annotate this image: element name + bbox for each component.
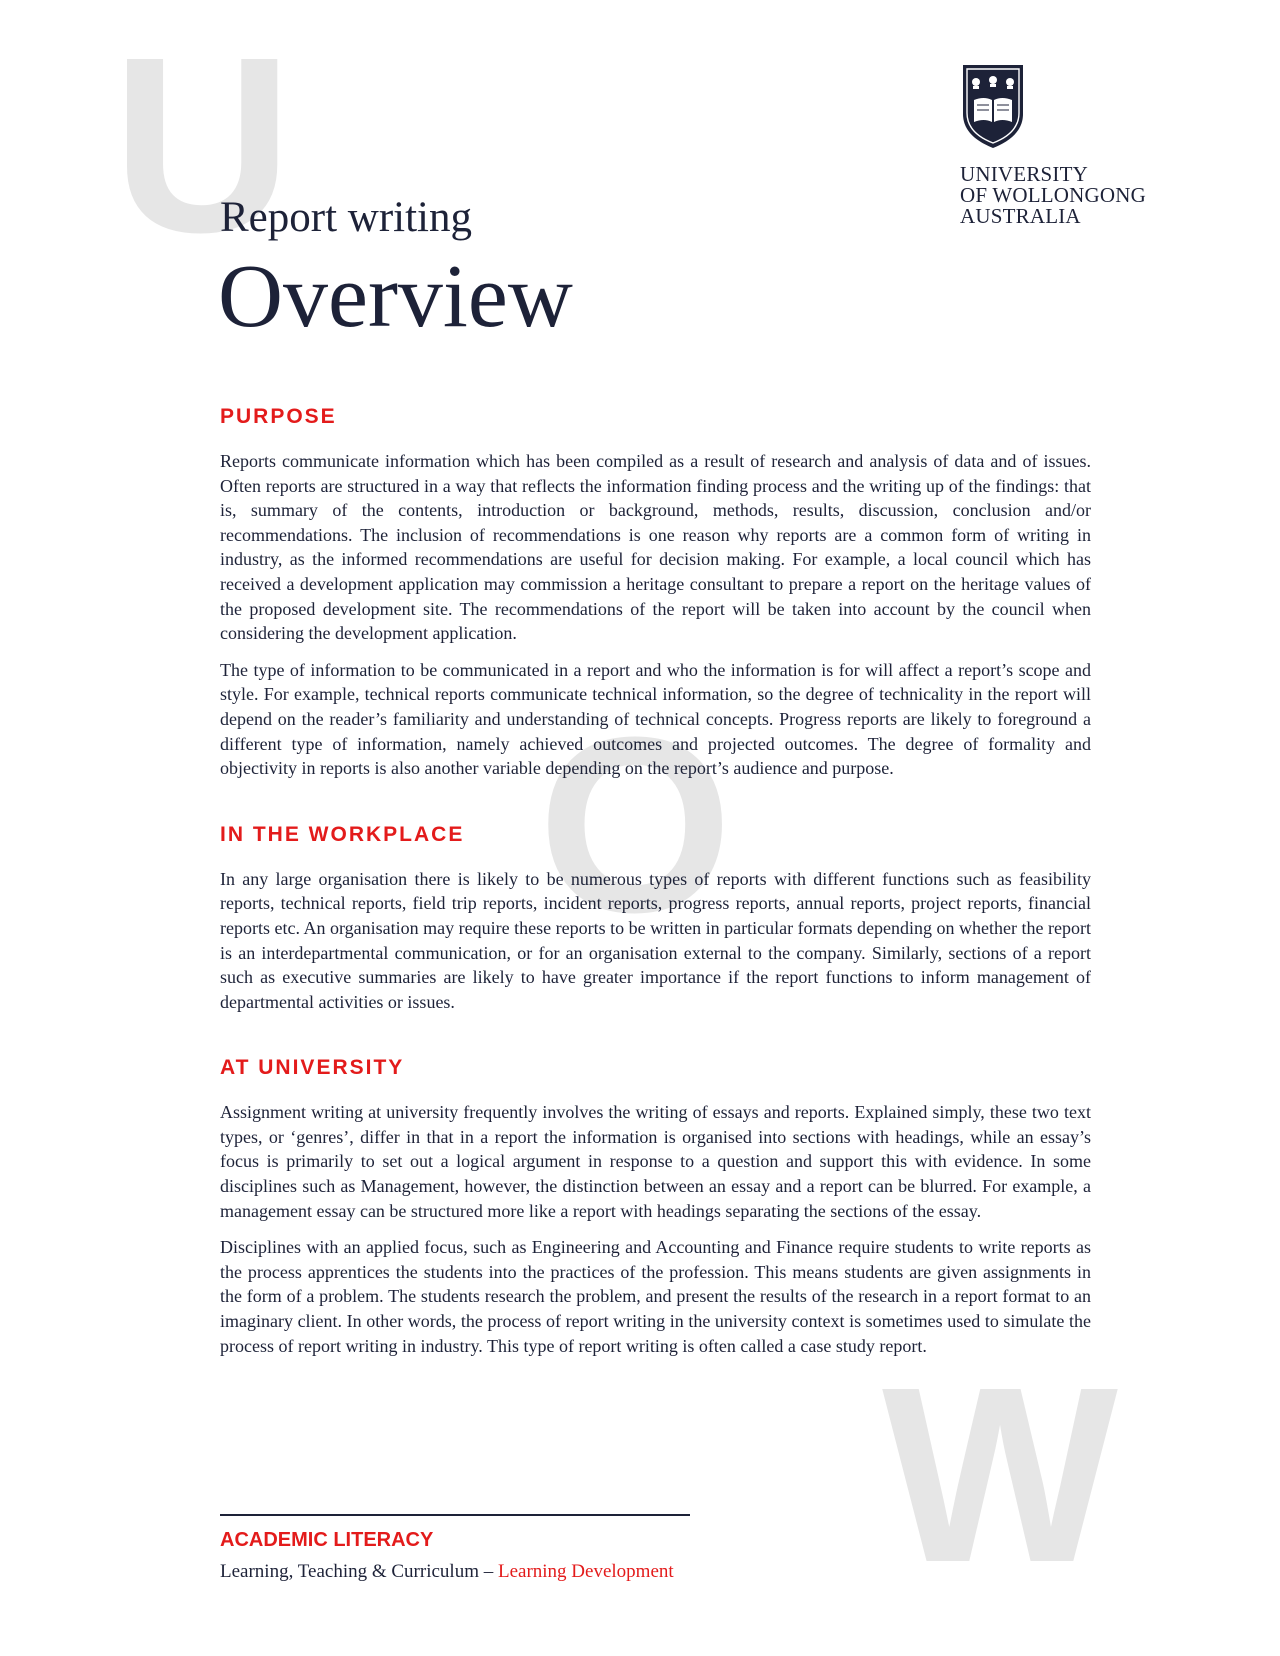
page-title: Overview (218, 247, 573, 346)
watermark-letter-u: U (112, 5, 293, 284)
footer-heading: ACADEMIC LITERACY (220, 1529, 434, 1551)
watermark-letter-w: W (882, 1335, 1118, 1614)
section-heading: PURPOSE (220, 405, 337, 428)
footer-unit-text: Learning, Teaching & Curriculum – (220, 1561, 498, 1582)
university-name (960, 164, 1160, 227)
footer-divider (220, 1514, 690, 1516)
page-subtitle: Report writing (220, 194, 472, 241)
section-heading: AT UNIVERSITY (220, 1056, 405, 1080)
section-heading: IN THE WORKPLACE (220, 822, 465, 846)
paragraph: Assignment writing at university frequently involves the writing of essays and reports. Explained simply, these two text types, or ‘genres’, differ in that in a report the information is organised into sections with headings, while an essay’s focus is primarily to set out a logical argument in response to a question and support this with evidence. In some disciplines such as Management, however, the distinction between an essay and a report can be blurred. For example, a management essay can be structured more like a report with headings separating the sections of the essay. (220, 1102, 1091, 1221)
university-crest-icon (960, 62, 1026, 150)
university-logo (960, 62, 1160, 227)
watermark-letter-o: O (538, 685, 733, 964)
university-name-line-1: UNIVERSITY (960, 162, 1088, 186)
footer-line (220, 1561, 674, 1583)
university-name-line-2: OF WOLLONGONG (960, 183, 1146, 207)
section-workplace (220, 823, 1091, 1015)
university-name-line-3: AUSTRALIA (960, 204, 1081, 228)
paragraph: Disciplines with an applied focus, such as Engineering and Accounting and Finance require students to write reports as the process apprentices the students into the practices of the profession. This means students are given assignments in the form of a problem. The students research the problem, and present the results of the research in a report format to an imaginary client. In other words, the process of report writing in the university context is sometimes used to simulate the process of report writing in industry. This type of report writing is often called a case study report. (220, 1237, 1091, 1356)
paragraph: Reports communicate information which has been compiled as a result of research and analysis of data and of issues. Often reports are structured in a way that reflects the information finding process and the writing up of the findings: that is, summary of the contents, introduction or background, methods, results, discussion, conclusion and/or recommendations. The inclusion of recommendations is one reason why reports are a common form of writing in industry, as the informed recommendations are useful for decision making. For example, a local council which has received a development application may commission a heritage consultant to prepare a report on the heritage values of the proposed development site. The recommendations of the report will be taken into account by the council when considering the development application. (220, 451, 1091, 644)
document-body (220, 405, 1091, 1400)
section-purpose (220, 405, 1091, 781)
footer-unit-highlight: Learning Development (497, 1561, 674, 1582)
section-university (220, 1056, 1091, 1358)
paragraph: The type of information to be communicated in a report and who the information is for will affect a report’s scope and style. For example, technical reports communicate technical information, so the degree of technicality in the report will depend on the reader’s familiarity and understanding of technical concepts. Progress reports are likely to foreground a different type of information, namely achieved outcomes and projected outcomes. The degree of formality and objectivity in reports is also another variable depending on the report’s audience and purpose. (220, 659, 1091, 779)
paragraph: In any large organisation there is likely to be numerous types of reports with different functions such as feasibility reports, technical reports, field trip reports, incident reports, progress reports, annual reports, project reports, financial reports etc. An organisation may require these reports to be written in particular formats depending on whether the report is an interdepartmental communication, or for an organisation external to the company. Similarly, sections of a report such as executive summaries are likely to have greater importance if the report functions to inform management of departmental activities or issues. (220, 868, 1091, 1012)
